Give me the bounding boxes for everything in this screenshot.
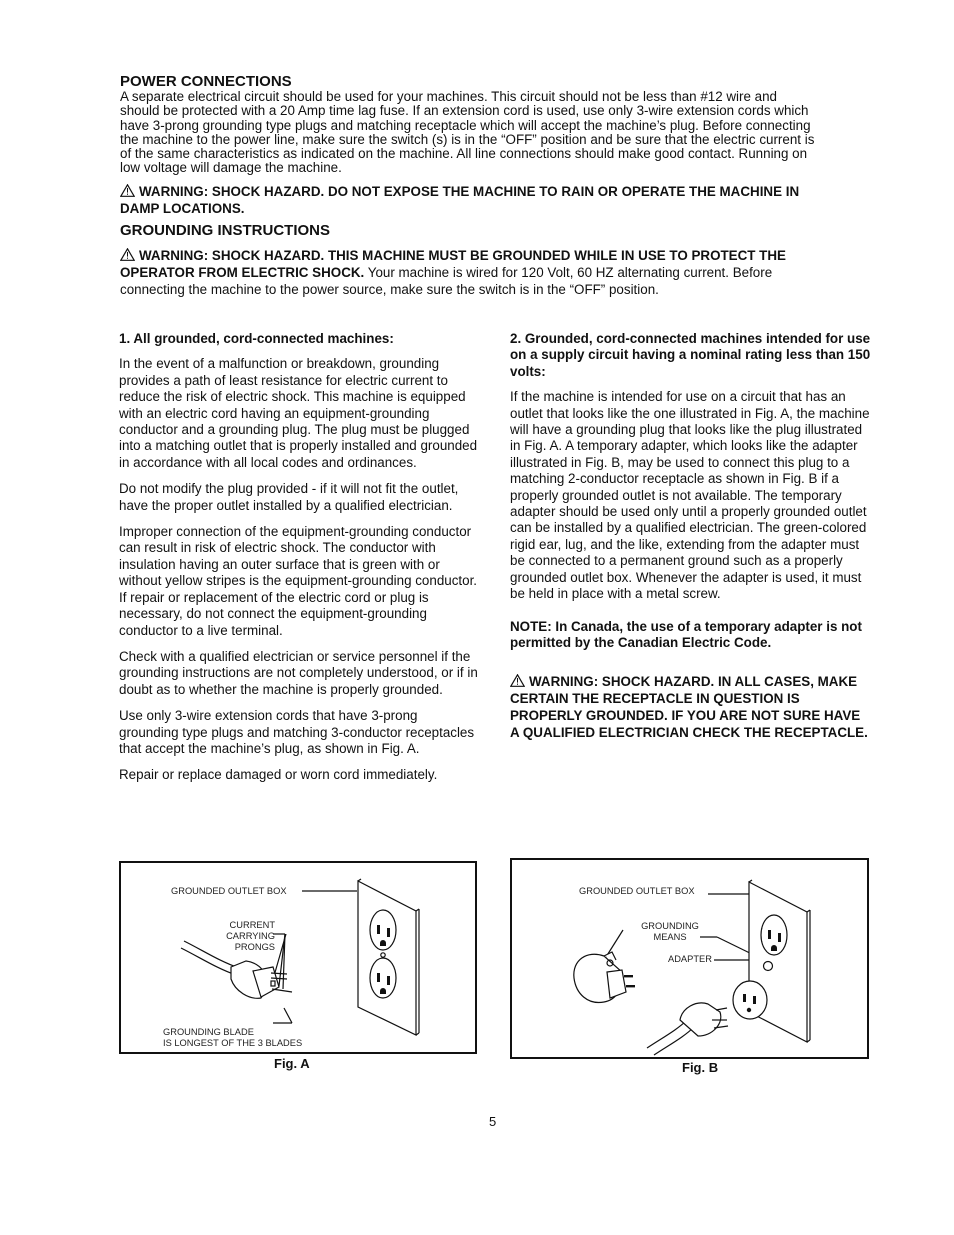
fig-b-grounding-line: GROUNDING <box>641 921 699 931</box>
right-column-warning-text: WARNING: SHOCK HAZARD. IN ALL CASES, MAKE CERTAIN THE RECEPTACLE IN QUESTION IS PROPERLY GROUNDED. IF YOU ARE NOT SURE HAVE A QUALIFIED ELECTRICIAN CHECK THE RECEPTACLE. <box>510 674 868 741</box>
left-column-title: 1. All grounded, cord-connected machines: <box>119 331 394 346</box>
grounding-warning-line2: Your machine is wired for 120 Volt, 60 HZ alternating current. Before <box>364 265 773 280</box>
warning-triangle-icon <box>120 248 135 261</box>
warning-triangle-icon <box>120 184 135 197</box>
fig-a-prongs-line: CARRYING <box>226 930 275 941</box>
power-warning-line1: WARNING: SHOCK HAZARD. DO NOT EXPOSE THE MACHINE TO RAIN OR OPERATE THE MACHINE IN <box>139 183 800 199</box>
power-line: of the same characteristics as indicated on the machine. All line connections should make good contact. Running on <box>120 146 808 162</box>
power-connections-text <box>120 90 880 176</box>
grounding-warning-line2-bold: OPERATOR FROM ELECTRIC SHOCK. <box>120 265 365 280</box>
grounding-warning <box>120 247 880 298</box>
fig-a-blade-line: GROUNDING BLADE <box>163 1027 254 1037</box>
grounding-section <box>120 222 880 298</box>
right-column <box>510 331 872 751</box>
left-column <box>119 331 479 794</box>
power-warning <box>120 183 880 217</box>
grounding-heading: GROUNDING INSTRUCTIONS <box>120 222 330 239</box>
fig-a-prongs-line: PRONGS <box>234 941 275 952</box>
power-connections-section <box>120 73 880 217</box>
grounding-warning-line1: WARNING: SHOCK HAZARD. THIS MACHINE MUST BE GROUNDED WHILE IN USE TO PROTECT THE <box>139 248 786 263</box>
power-line: low voltage will damage the machine. <box>120 160 342 176</box>
fig-b-grounding-label <box>640 921 700 943</box>
right-column-warning <box>510 673 872 741</box>
power-line: A separate electrical circuit should be used for your machines. This circuit should not be less than #12 wire and <box>120 89 777 104</box>
fig-b-outlet-label: GROUNDED OUTLET BOX <box>579 886 695 896</box>
left-column-paragraph: Check with a qualified electrician or service personnel if the grounding instructions are not completely understood, or if in doubt as to whether the machine is properly grounded. <box>119 648 478 697</box>
right-column-paragraph: If the machine is intended for use on a circuit that has an outlet that looks like the one illustrated in Fig. A, the machine will have a grounding plug that looks like the plug illustrated in Fig. A. A temporary adapter, which looks like the adapter illustrated in Fig. B, may be used to connect this plug to a matching 2-conductor receptacle as shown in Fig. B if a properly grounded outlet is not available. The temporary adapter should be used only until a properly grounded outlet can be installed by a qualified electrician. The green-colored rigid ear, lug, and the like, extending from the adapter must be connected to a permanent ground such as a properly grounded outlet box. Whenever the adapter is used, it must be held in place with a metal screw. <box>510 389 870 602</box>
page-number: 5 <box>489 1114 497 1129</box>
left-column-paragraph: Use only 3-wire extension cords that have 3-prong grounding type plugs and matching 3-conductor receptacles that accept the machine’s plug, as shown in Fig. A. <box>119 708 475 756</box>
fig-b-caption: Fig. B <box>682 1060 719 1075</box>
left-column-paragraph: Repair or replace damaged or worn cord immediately. <box>119 767 438 783</box>
power-line: the machine to the power line, make sure the switch (s) is in the “OFF” position and be sure that the electric current is <box>120 131 815 147</box>
grounding-warning-line3: connecting the machine to the power source, make sure the switch is in the “OFF” position. <box>120 282 659 297</box>
fig-a-outlet-label: GROUNDED OUTLET BOX <box>171 886 287 896</box>
left-column-paragraph: Do not modify the plug provided - if it will not fit the outlet, have the proper outlet installed by a qualified electrician. <box>119 481 459 513</box>
figure-a <box>119 861 477 1054</box>
power-connections-heading: POWER CONNECTIONS <box>120 73 292 90</box>
fig-a-caption: Fig. A <box>274 1056 310 1071</box>
fig-a-blade-label <box>163 1027 302 1049</box>
power-line: have 3-prong grounding type plugs and matching receptacle which will accept the machine’s plug. Before connecting <box>120 117 811 133</box>
left-column-paragraph: In the event of a malfunction or breakdown, grounding provides a path of least resistance for electric current to reduce the risk of electric shock. This machine is equipped with an electric cord having an equipment-grounding conductor and a grounding plug. The plug must be plugged into a matching outlet that is properly installed and grounded in accordance with all local codes and ordinances. <box>119 356 478 470</box>
right-column-title: 2. Grounded, cord-connected machines intended for use on a supply circuit having a nominal rating less than 150 volts: <box>510 331 871 379</box>
fig-b-adapter-label: ADAPTER <box>668 954 712 964</box>
fig-a-blade-line: IS LONGEST OF THE 3 BLADES <box>163 1037 303 1048</box>
warning-triangle-icon <box>510 674 525 687</box>
left-column-paragraph: Improper connection of the equipment-grounding conductor can result in risk of electric shock. The conductor with insulation having an outer surface that is green with or without yellow stripes is the equipment-grounding conductor. If repair or replacement of the electric cord or plug is necessary, do not connect the equipment-grounding conductor to a live terminal. <box>119 524 478 638</box>
power-warning-line2: DAMP LOCATIONS. <box>120 200 245 216</box>
fig-a-prongs-label <box>211 920 275 952</box>
fig-a-prongs-line: CURRENT <box>229 920 275 930</box>
power-line: should be protected with a 20 Amp time lag fuse. If an extension cord is used, use only 3-wire extension cords which <box>120 103 809 119</box>
fig-b-grounding-line: MEANS <box>653 931 687 942</box>
canada-note: NOTE: In Canada, the use of a temporary adapter is not permitted by the Canadian Electric Code. <box>510 618 862 650</box>
figure-b <box>510 858 869 1059</box>
